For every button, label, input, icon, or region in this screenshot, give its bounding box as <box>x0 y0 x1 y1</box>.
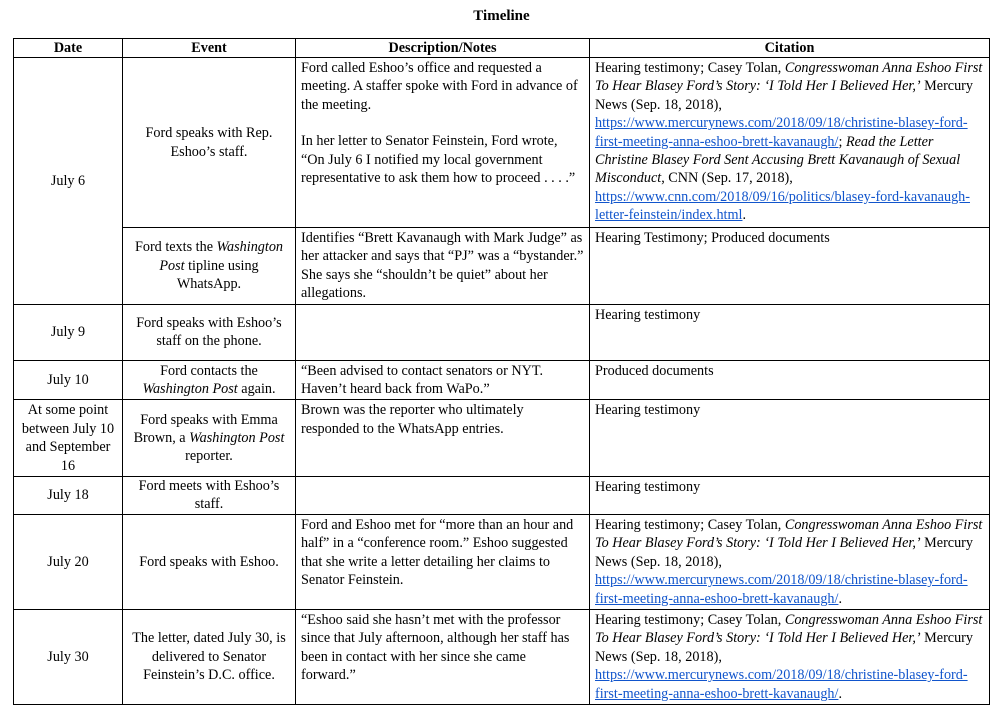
citation-cell: Hearing testimony <box>590 477 990 515</box>
table-header-row <box>14 39 990 58</box>
citation-cell: Hearing testimony <box>590 304 990 360</box>
description-cell: “Been advised to contact senators or NYT. Haven’t heard back from WaPo.” <box>296 360 590 400</box>
event-text: Ford texts the <box>134 239 217 256</box>
publication-name: Washington Post <box>189 430 285 447</box>
citation-cell: Hearing testimony <box>590 400 990 477</box>
table-row <box>14 228 990 305</box>
date-cell: July 6 <box>14 58 123 305</box>
citation-link[interactable]: https://www.mercurynews.com/2018/09/18/christine-blasey-ford-first-meeting-anna-eshoo-brett-kavanaugh/ <box>595 667 968 702</box>
citation-cell <box>590 609 990 704</box>
citation-cell: Produced documents <box>590 360 990 400</box>
citation-article-title: Congresswoman Anna Eshoo First To Hear Blasey Ford’s Story: ‘I Told Her I Believed Her,’ <box>595 516 983 552</box>
date-cell: July 18 <box>14 477 123 515</box>
table-row <box>14 477 990 515</box>
citation-article-title: Read the Letter Christine Blasey Ford Sent Accusing Brett Kavanaugh of Sexual Misconduct <box>595 133 961 187</box>
header-citation: Citation <box>590 39 990 58</box>
timeline-table <box>13 38 990 705</box>
citation-text: Mercury News (Sep. 18, 2018), <box>595 535 974 570</box>
table-row <box>14 514 990 609</box>
date-cell: July 9 <box>14 304 123 360</box>
citation-text: Mercury News (Sep. 18, 2018), <box>595 78 974 113</box>
table-row <box>14 400 990 477</box>
description-cell: “Eshoo said she hasn’t met with the professor since that July afternoon, although her staff has been in contact with her since she came forward.” <box>296 609 590 704</box>
description-cell: Identifies “Brett Kavanaugh with Mark Judge” as her attacker and says that “PJ” was a “bystander.” She says she “shouldn’t be quiet” about her allegations. <box>296 228 590 305</box>
citation-text: , CNN (Sep. 17, 2018), <box>661 170 793 187</box>
event-text: Ford contacts the <box>160 362 258 379</box>
table-row <box>14 360 990 400</box>
event-cell: Ford speaks with Rep. Eshoo’s staff. <box>123 58 296 228</box>
citation-text: Hearing testimony; Casey Tolan, <box>595 60 785 76</box>
event-cell <box>123 228 296 305</box>
citation-text: Hearing testimony; Casey Tolan, <box>595 516 785 533</box>
citation-article-title: Congresswoman Anna Eshoo First To Hear Blasey Ford’s Story: ‘I Told Her I Believed Her,’ <box>595 611 983 647</box>
citation-cell <box>590 58 990 228</box>
date-cell: July 20 <box>14 514 123 609</box>
description-paragraph: Ford called Eshoo’s office and requested a meeting. A staffer spoke with Ford in advance of the meeting. <box>301 60 578 113</box>
citation-text: Hearing testimony; Casey Tolan, <box>595 611 785 628</box>
description-cell: Brown was the reporter who ultimately responded to the WhatsApp entries. <box>296 400 590 477</box>
citation-cell: Hearing Testimony; Produced documents <box>590 228 990 305</box>
citation-article-title: Congresswoman Anna Eshoo First To Hear Blasey Ford’s Story: ‘I Told Her I Believed Her,’ <box>595 60 983 95</box>
citation-text: . <box>838 685 842 702</box>
citation-text: . <box>838 590 842 607</box>
document-title: Timeline <box>473 8 530 24</box>
citation-cell <box>590 514 990 609</box>
description-cell: Ford and Eshoo met for “more than an hour and half” in a “conference room.” Eshoo suggested that she write a letter detailing her claims to Senator Feinstein. <box>296 514 590 609</box>
event-cell <box>123 360 296 400</box>
event-text: again. <box>237 381 276 398</box>
publication-name: Washington Post <box>159 239 284 274</box>
table-row <box>14 58 990 228</box>
header-event: Event <box>123 39 296 58</box>
citation-text: ; <box>838 133 846 150</box>
date-cell: July 30 <box>14 609 123 704</box>
description-cell <box>296 58 590 228</box>
header-date: Date <box>14 39 123 58</box>
event-text: Ford speaks with Emma Brown, a <box>133 411 278 447</box>
citation-link[interactable]: https://www.cnn.com/2018/09/16/politics/blasey-ford-kavanaugh-letter-feinstein/index.html <box>595 188 970 224</box>
table-row <box>14 304 990 360</box>
date-cell: At some point between July 10 and September 16 <box>14 400 123 477</box>
publication-name: Washington Post <box>142 381 238 398</box>
event-cell <box>123 400 296 477</box>
description-cell <box>296 304 590 360</box>
table-row <box>14 609 990 704</box>
event-text: reporter. <box>185 448 233 465</box>
citation-text: Mercury News (Sep. 18, 2018), <box>595 630 974 665</box>
event-cell: Ford speaks with Eshoo. <box>123 514 296 609</box>
event-cell: The letter, dated July 30, is delivered to Senator Feinstein’s D.C. office. <box>123 609 296 704</box>
event-cell: Ford meets with Eshoo’s staff. <box>123 477 296 515</box>
description-paragraph: In her letter to Senator Feinstein, Ford wrote, “On July 6 I notified my local government representative to ask them how to proceed . . . .” <box>301 133 576 187</box>
citation-text: . <box>742 207 747 224</box>
citation-link[interactable]: https://www.mercurynews.com/2018/09/18/christine-blasey-ford-first-meeting-anna-eshoo-brett-kavanaugh/ <box>595 115 968 150</box>
event-text: tipline using WhatsApp. <box>176 257 259 293</box>
description-cell <box>296 477 590 515</box>
header-description: Description/Notes <box>296 39 590 58</box>
event-cell: Ford speaks with Eshoo’s staff on the phone. <box>123 304 296 360</box>
citation-link[interactable]: https://www.mercurynews.com/2018/09/18/christine-blasey-ford-first-meeting-anna-eshoo-brett-kavanaugh/ <box>595 572 968 607</box>
date-cell: July 10 <box>14 360 123 400</box>
